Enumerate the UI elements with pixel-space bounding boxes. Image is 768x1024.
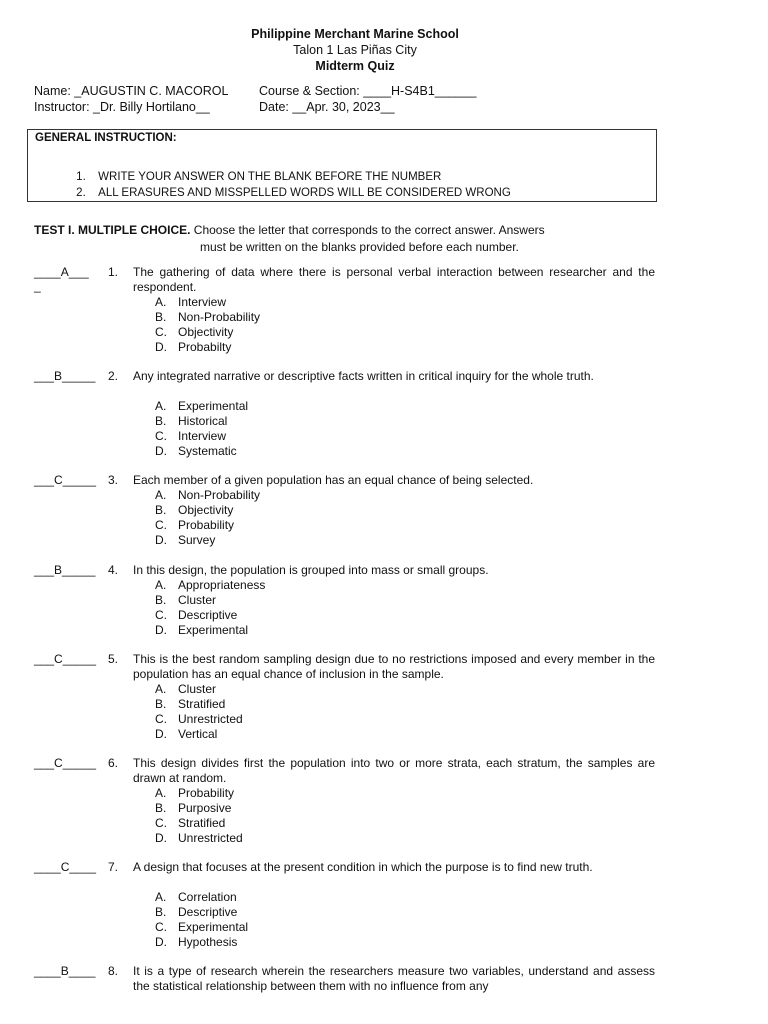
answer-option (155, 533, 260, 548)
answer-option (155, 578, 265, 593)
answer-blank: ____B____ (34, 964, 96, 978)
question-text: This is the best random sampling design due to no restrictions imposed and every member in the population has an equal chance of inclusion in the sample. (133, 652, 655, 681)
answer-option (155, 831, 243, 846)
test-title: TEST I. MULTIPLE CHOICE. (34, 223, 191, 237)
option-letter: D. (155, 444, 167, 458)
option-text: Cluster (178, 682, 217, 696)
answer-option (155, 325, 260, 340)
option-text: Interview (178, 429, 227, 443)
option-text: Experimental (178, 623, 249, 637)
test-directions: Choose the letter that corresponds to the correct answer. Answers (190, 223, 545, 237)
option-text: Stratified (178, 816, 226, 830)
instruction-title: GENERAL INSTRUCTION: (35, 132, 177, 144)
question-text: Any integrated narrative or descriptive facts written in critical inquiry for the whole truth. (133, 369, 594, 383)
question-number: 8. (108, 964, 119, 978)
option-text: Appropriateness (178, 578, 266, 592)
option-letter: D. (155, 623, 167, 637)
option-text: Experimental (178, 920, 249, 934)
option-text: Interview (178, 295, 227, 309)
answer-option (155, 727, 243, 742)
answer-option (155, 399, 248, 414)
option-list (155, 890, 248, 950)
option-letter: C. (155, 920, 167, 934)
option-letter: C. (155, 325, 167, 339)
option-text: Correlation (178, 890, 237, 904)
question-number: 5. (108, 652, 119, 666)
answer-option (155, 488, 260, 503)
option-letter: B. (155, 801, 167, 815)
option-text: Purposive (178, 801, 232, 815)
answer-option (155, 712, 243, 727)
answer-option (155, 310, 260, 325)
test-heading (34, 223, 634, 237)
option-list (155, 399, 248, 459)
option-letter: B. (155, 414, 167, 428)
option-text: Non-Probability (178, 488, 261, 502)
option-letter: B. (155, 697, 167, 711)
option-letter: A. (155, 786, 167, 800)
option-letter: C. (155, 816, 167, 830)
quiz-date: Date: __Apr. 30, 2023__ (259, 100, 395, 114)
option-text: Descriptive (178, 905, 238, 919)
question-number: 1. (108, 265, 119, 279)
option-text: Probability (178, 786, 235, 800)
question-text: The gathering of data where there is personal verbal interaction between researcher and the respondent. (133, 265, 655, 294)
answer-option (155, 786, 243, 801)
answer-option (155, 697, 243, 712)
option-letter: A. (155, 295, 167, 309)
option-letter: A. (155, 399, 167, 413)
answer-option (155, 429, 248, 444)
answer-blank: ___B_____ (34, 563, 96, 577)
answer-option (155, 503, 260, 518)
option-letter: C. (155, 712, 167, 726)
option-text: Hypothesis (178, 935, 238, 949)
option-text: Non-Probability (178, 310, 261, 324)
answer-option (155, 816, 243, 831)
answer-option (155, 295, 260, 310)
answer-blank: ___C_____ (34, 652, 97, 666)
question-text: It is a type of research wherein the researchers measure two variables, understand and assess the statistical relationship between them with no influence from any (133, 964, 655, 993)
option-letter: B. (155, 503, 167, 517)
option-letter: D. (155, 831, 167, 845)
question-number: 3. (108, 473, 119, 487)
instructor-name: Instructor: _Dr. Billy Hortilano__ (34, 100, 210, 114)
option-list (155, 682, 243, 742)
course-section: Course & Section: ____H-S4B1______ (259, 84, 477, 98)
option-letter: D. (155, 935, 167, 949)
option-letter: B. (155, 310, 167, 324)
option-letter: B. (155, 905, 167, 919)
answer-blank: ___C_____ (34, 473, 97, 487)
option-list (155, 578, 265, 638)
option-letter: A. (155, 488, 167, 502)
answer-blank: ____C____ (34, 860, 97, 874)
option-letter: D. (155, 533, 167, 547)
answer-option (155, 890, 248, 905)
option-text: Cluster (178, 593, 217, 607)
option-text: Systematic (178, 444, 237, 458)
answer-option (155, 920, 248, 935)
question-text: A design that focuses at the present condition in which the purpose is to find new truth. (133, 860, 593, 874)
answer-blank: ___C_____ (34, 756, 97, 770)
answer-blank: ___B_____ (34, 369, 96, 383)
school-name: Philippine Merchant Marine School (251, 27, 459, 41)
school-location: Talon 1 Las Piñas City (293, 43, 417, 57)
option-letter: D. (155, 727, 167, 741)
option-letter: D. (155, 340, 167, 354)
option-letter: C. (155, 429, 167, 443)
option-text: Objectivity (178, 503, 234, 517)
question-number: 4. (108, 563, 119, 577)
option-text: Experimental (178, 399, 249, 413)
instruction-number: 2. (76, 187, 86, 199)
option-list (155, 786, 243, 846)
answer-option (155, 935, 248, 950)
quiz-title: Midterm Quiz (315, 59, 395, 73)
option-letter: A. (155, 682, 167, 696)
option-text: Stratified (178, 697, 226, 711)
instruction-text: WRITE YOUR ANSWER ON THE BLANK BEFORE THE NUMBER (98, 171, 442, 183)
question-text: This design divides first the population into two or more strata, each stratum, the samples are drawn at random. (133, 756, 655, 785)
question-text: In this design, the population is grouped into mass or small groups. (133, 563, 489, 577)
answer-blank-continued: _ (34, 279, 41, 293)
option-letter: C. (155, 608, 167, 622)
option-letter: A. (155, 578, 167, 592)
answer-option (155, 608, 265, 623)
option-text: Survey (178, 533, 216, 547)
answer-option (155, 518, 260, 533)
option-list (155, 295, 260, 355)
instruction-text: ALL ERASURES AND MISSPELLED WORDS WILL BE CONSIDERED WRONG (98, 187, 511, 199)
answer-option (155, 623, 265, 638)
option-text: Descriptive (178, 608, 238, 622)
question-text: Each member of a given population has an equal chance of being selected. (133, 473, 534, 487)
question-number: 7. (108, 860, 119, 874)
answer-option (155, 682, 243, 697)
instruction-number: 1. (76, 171, 86, 183)
option-text: Historical (178, 414, 228, 428)
option-text: Vertical (178, 727, 218, 741)
option-text: Objectivity (178, 325, 234, 339)
option-list (155, 488, 260, 548)
answer-option (155, 444, 248, 459)
option-text: Probability (178, 518, 235, 532)
question-number: 2. (108, 369, 119, 383)
student-name: Name: _AUGUSTIN C. MACOROL (34, 84, 229, 98)
option-text: Unrestricted (178, 831, 243, 845)
option-text: Probabilty (178, 340, 232, 354)
answer-option (155, 414, 248, 429)
option-text: Unrestricted (178, 712, 243, 726)
test-directions-continued: must be written on the blanks provided before each number. (200, 240, 519, 254)
option-letter: B. (155, 593, 167, 607)
answer-blank: ____A___ (34, 265, 89, 279)
option-letter: C. (155, 518, 167, 532)
answer-option (155, 593, 265, 608)
answer-option (155, 905, 248, 920)
answer-option (155, 340, 260, 355)
option-letter: A. (155, 890, 167, 904)
general-instruction-box (27, 129, 657, 202)
answer-option (155, 801, 243, 816)
question-number: 6. (108, 756, 119, 770)
instruction-item (57, 175, 511, 211)
